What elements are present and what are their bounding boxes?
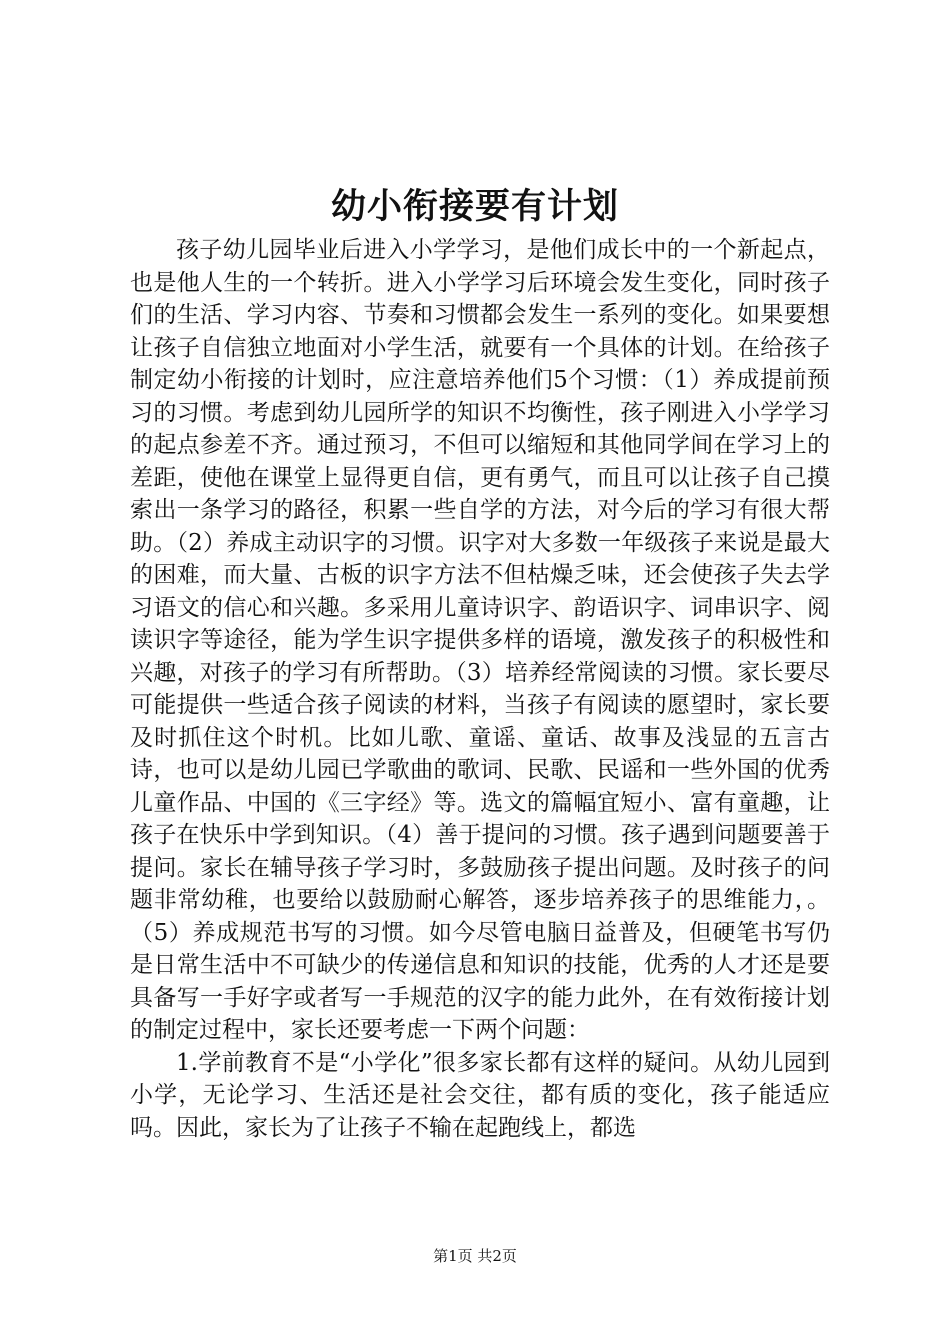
document-body (130, 234, 830, 1144)
page-number-footer: 第1页 共2页 (433, 1247, 517, 1265)
paragraph-2: 1.学前教育不是“小学化”很多家长都有这样的疑问。从幼儿园到小学，无论学习、生活还是社会交往，都有质的变化，孩子能适应吗。因此，家长为了让孩子不输在起跑线上，都选 (130, 1049, 830, 1141)
paragraph-1: 孩子幼儿园毕业后进入小学学习，是他们成长中的一个新起点，也是他人生的一个转折。进入小学学习后环境会发生变化，同时孩子们的生活、学习内容、节奏和习惯都会发生一系列的变化。如果要想让孩子自信独立地面对小学生活，就要有一个具体的计划。在给孩子制定幼小衔接的计划时，应注意培养他们5个习惯：（1）养成提前预习的习惯。考虑到幼儿园所学的知识不均衡性，孩子刚进入小学学习的起点参差不齐。通过预习，不但可以缩短和其他同学间在学习上的差距，使他在课堂上显得更自信，更有勇气，而且可以让孩子自己摸索出一条学习的路径，积累一些自学的方法，对今后的学习有很大帮助。（2）养成主动识字的习惯。识字对大多数一年级孩子来说是最大的困难，而大量、古板的识字方法不但枯燥乏味，还会使孩子失去学习语文的信心和兴趣。多采用儿童诗识字、韵语识字、词串识字、阅读识字等途径，能为学生识字提供多样的语境，激发孩子的积极性和兴趣，对孩子的学习有所帮助。（3）培养经常阅读的习惯。家长要尽可能提供一些适合孩子阅读的材料，当孩子有阅读的愿望时，家长要及时抓住这个时机。比如儿歌、童谣、童话、故事及浅显的五言古诗，也可以是幼儿园已学歌曲的歌词、民歌、民谣和一些外国的优秀儿童作品、中国的《三字经》等。选文的篇幅宜短小、富有童趣，让孩子在快乐中学到知识。（4）善于提问的习惯。孩子遇到问题要善于提问。家长在辅导孩子学习时，多鼓励孩子提出问题。及时孩子的问题非常幼稚，也要给以鼓励耐心解答，逐步培养孩子的思维能力，。（5）养成规范书写的习惯。如今尽管电脑日益普及，但硬笔书写仍是日常生活中不可缺少的传递信息和知识的技能，优秀的人才还是要具备写一手好字或者写一手规范的汉字的能力此外，在有效衔接计划的制定过程中，家长还要考虑一下两个问题： (130, 237, 830, 1043)
document-title: 幼小衔接要有计划 (330, 186, 619, 227)
